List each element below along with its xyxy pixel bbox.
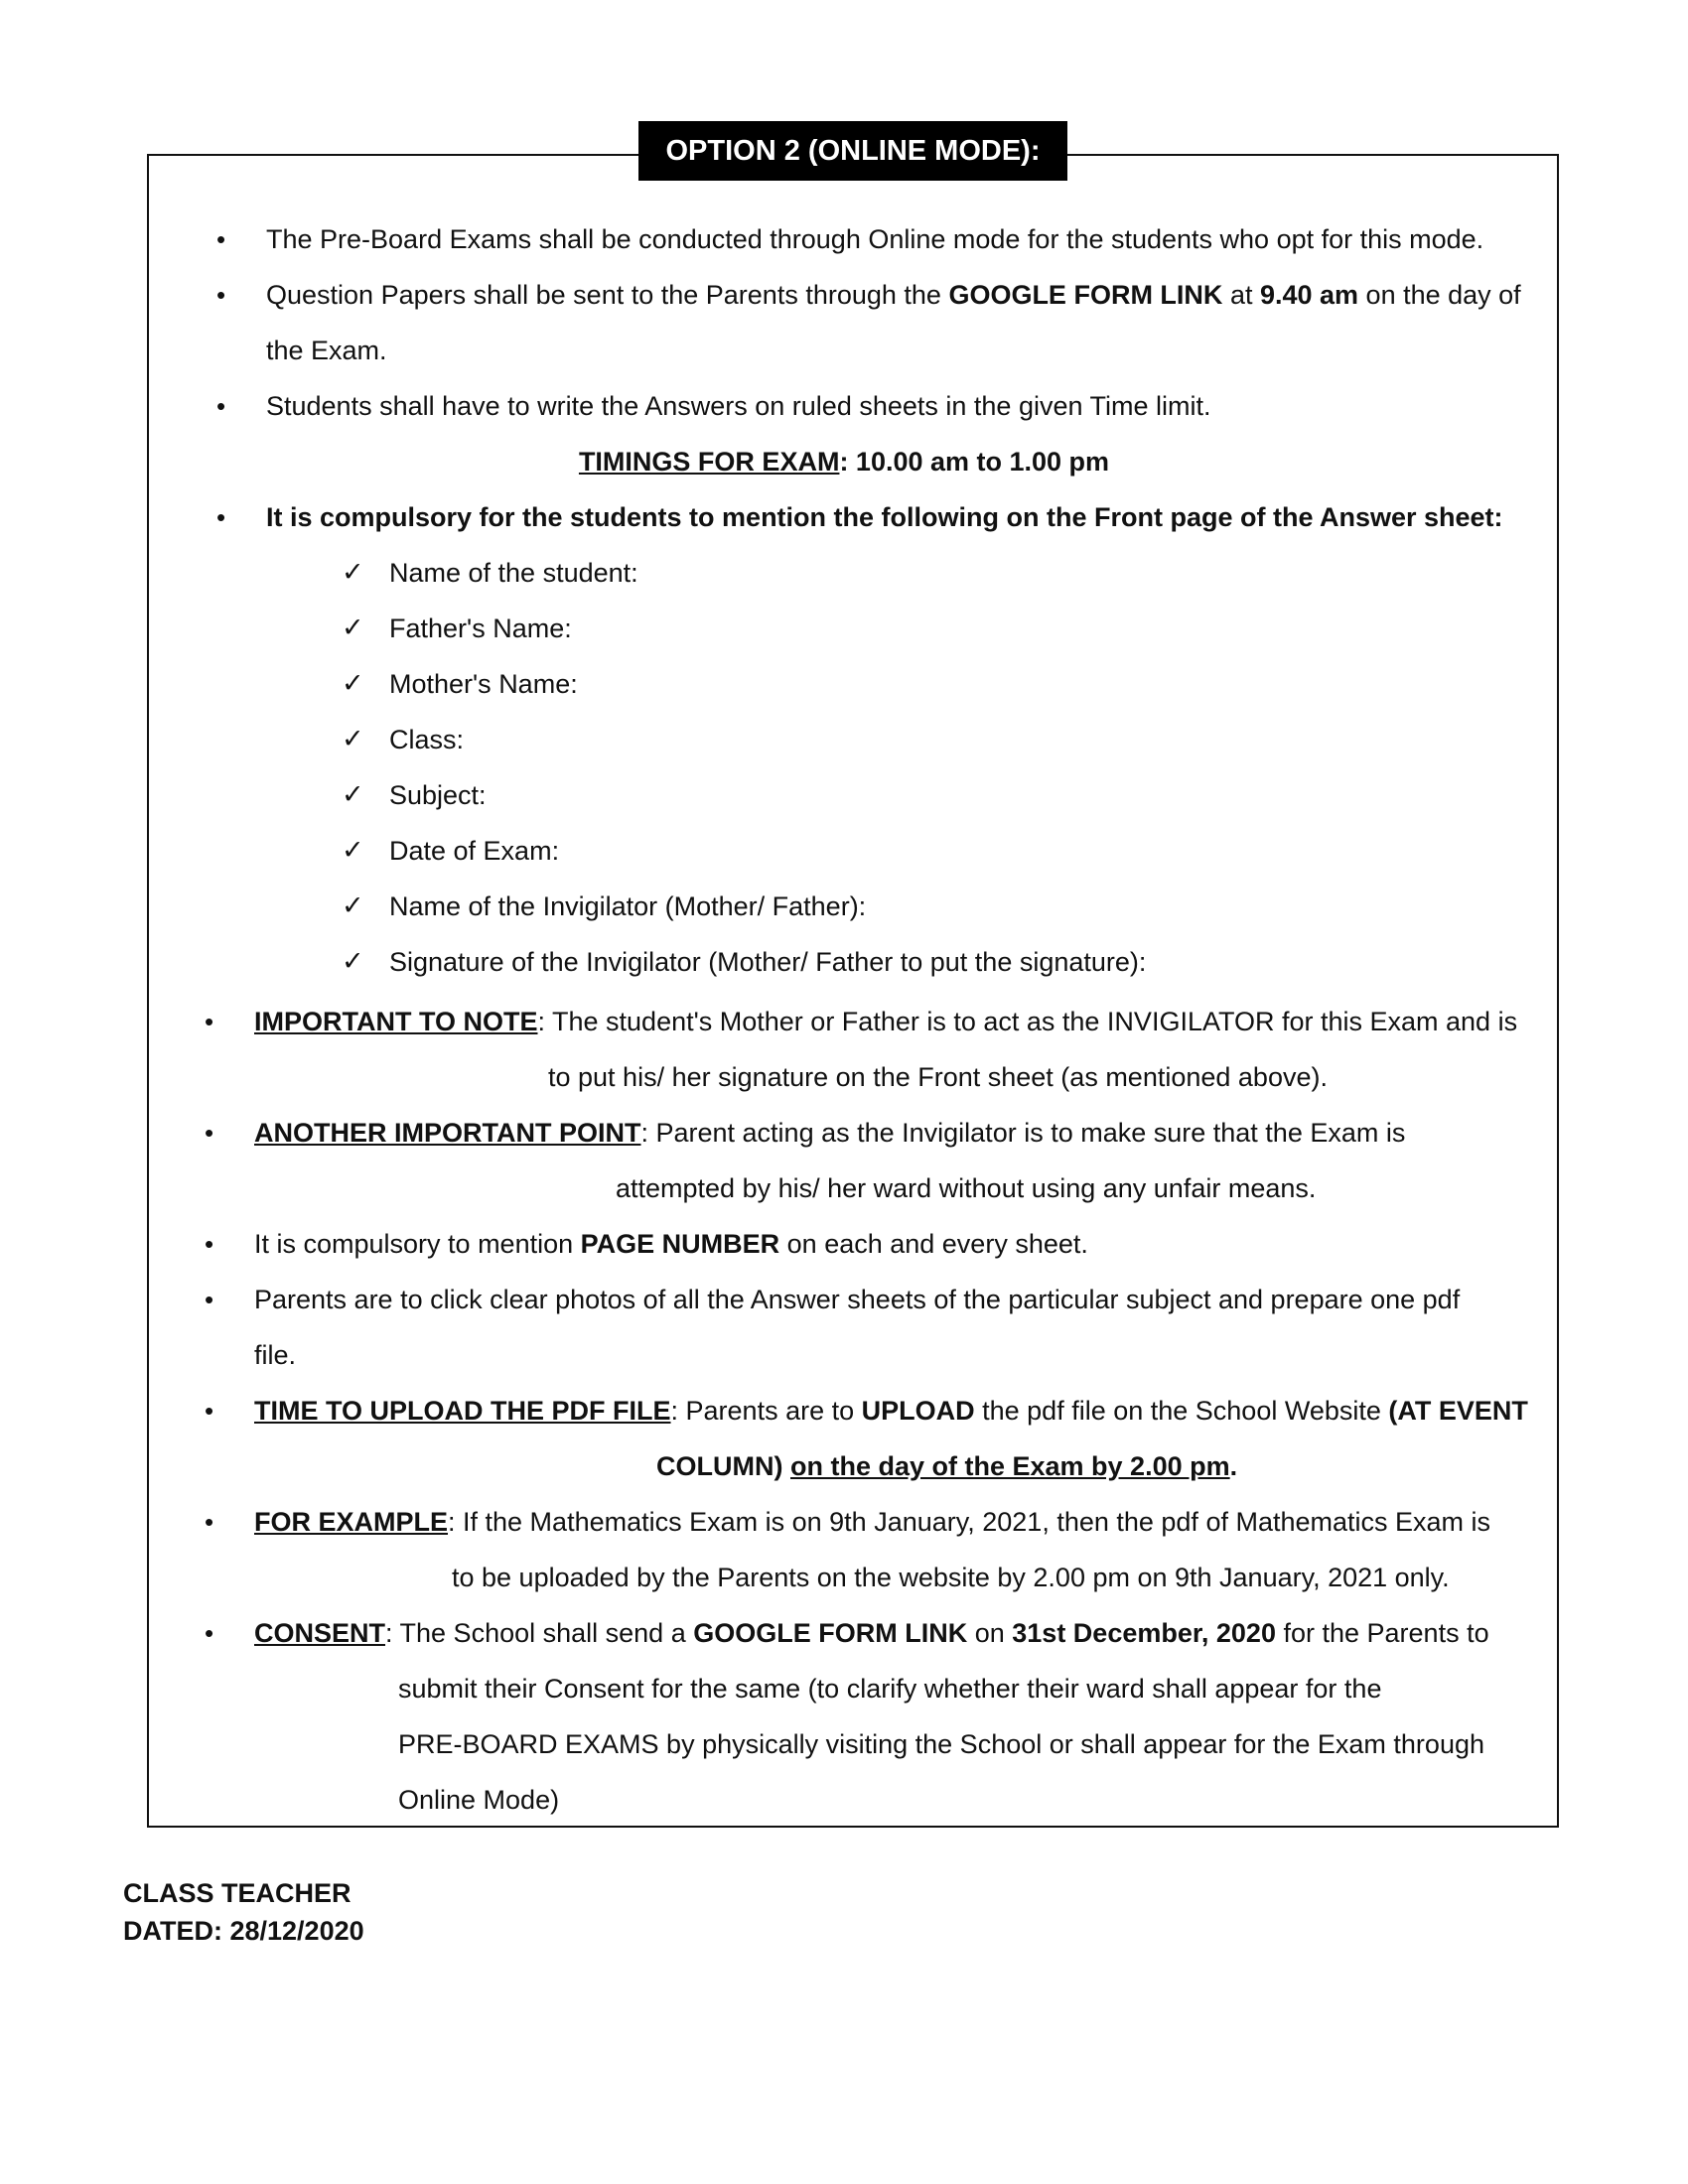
checklist-item: Subject: <box>389 780 487 810</box>
bullet-photos-cont: file. <box>254 1340 297 1370</box>
bullet-icon: • <box>205 1507 214 1537</box>
bullet-icon: • <box>216 224 226 254</box>
checklist-item: Class: <box>389 725 465 754</box>
option-heading: OPTION 2 (ONLINE MODE): <box>638 121 1067 181</box>
checklist-item: Father's Name: <box>389 614 572 643</box>
bullet-icon: • <box>205 1229 214 1259</box>
check-icon: ✓ <box>342 613 364 643</box>
bullet-question-papers: Question Papers shall be sent to the Parents through the GOOGLE FORM LINK at 9.40 am on the day of <box>266 280 1521 310</box>
bullet-consent-cont: Online Mode) <box>398 1785 560 1815</box>
bullet-example: FOR EXAMPLE: If the Mathematics Exam is on 9th January, 2021, then the pdf of Mathematics Exam is <box>254 1507 1491 1537</box>
bullet-question-papers-cont: the Exam. <box>266 336 387 365</box>
check-icon: ✓ <box>342 779 364 810</box>
checklist-item: Name of the Invigilator (Mother/ Father): <box>389 891 867 921</box>
bullet-upload-time: TIME TO UPLOAD THE PDF FILE: Parents are to UPLOAD the pdf file on the School Website (AT EVENT <box>254 1396 1528 1426</box>
dated: DATED: 28/12/2020 <box>123 1916 364 1946</box>
google-form-link-text: GOOGLE FORM LINK <box>948 280 1223 310</box>
bullet-important-note: IMPORTANT TO NOTE: The student's Mother or Father is to act as the INVIGILATOR for this Exam and is <box>254 1007 1518 1036</box>
check-icon: ✓ <box>342 835 364 866</box>
signatory-role: CLASS TEACHER <box>123 1878 352 1908</box>
bullet-icon: • <box>205 1007 214 1036</box>
bullet-another-point-cont: attempted by his/ her ward without using any unfair means. <box>616 1173 1317 1203</box>
bullet-important-note-cont: to put his/ her signature on the Front sheet (as mentioned above). <box>548 1062 1328 1092</box>
checklist-item: Signature of the Invigilator (Mother/ Father to put the signature): <box>389 947 1147 977</box>
bullet-icon: • <box>216 502 226 532</box>
bullet-photos: Parents are to click clear photos of all the Answer sheets of the particular subject and prepare one pdf <box>254 1285 1461 1314</box>
exam-timings: TIMINGS FOR EXAM: 10.00 am to 1.00 pm <box>578 447 1110 477</box>
checklist-item: Name of the student: <box>389 558 638 588</box>
bullet-icon: • <box>205 1618 214 1648</box>
check-icon: ✓ <box>342 724 364 754</box>
check-icon: ✓ <box>342 946 364 977</box>
bullet-icon: • <box>205 1396 214 1426</box>
check-icon: ✓ <box>342 890 364 921</box>
timings-label: TIMINGS FOR EXAM <box>578 447 840 477</box>
bullet-icon: • <box>205 1118 214 1148</box>
check-icon: ✓ <box>342 668 364 699</box>
checklist-item: Date of Exam: <box>389 836 560 866</box>
check-icon: ✓ <box>342 557 364 588</box>
bullet-example-cont: to be uploaded by the Parents on the website by 2.00 pm on 9th January, 2021 only. <box>452 1563 1450 1592</box>
checklist-item: Mother's Name: <box>389 669 578 699</box>
release-time: 9.40 am <box>1259 280 1359 310</box>
bullet-another-point: ANOTHER IMPORTANT POINT: Parent acting as the Invigilator is to make sure that the Exam is <box>254 1118 1406 1148</box>
upload-deadline: on the day of the Exam by 2.00 pm <box>790 1451 1230 1481</box>
bullet-icon: • <box>216 391 226 421</box>
bullet-ruled-sheets: Students shall have to write the Answers on ruled sheets in the given Time limit. <box>266 391 1211 421</box>
bullet-online-mode: The Pre-Board Exams shall be conducted through Online mode for the students who opt for this mode. <box>266 224 1484 254</box>
bullet-consent-cont: submit their Consent for the same (to clarify whether their ward shall appear for the <box>398 1674 1382 1704</box>
bullet-consent-cont: PRE-BOARD EXAMS by physically visiting the School or shall appear for the Exam through <box>398 1729 1484 1759</box>
bullet-front-page-requirement: It is compulsory for the students to mention the following on the Front page of the Answer sheet: <box>266 502 1503 532</box>
bullet-icon: • <box>216 280 226 310</box>
bullet-icon: • <box>205 1285 214 1314</box>
bullet-page-number: It is compulsory to mention PAGE NUMBER on each and every sheet. <box>254 1229 1088 1259</box>
bullet-upload-time-cont: COLUMN) on the day of the Exam by 2.00 pm. <box>656 1451 1238 1481</box>
bullet-consent: CONSENT: The School shall send a GOOGLE FORM LINK on 31st December, 2020 for the Parents to <box>254 1618 1489 1648</box>
